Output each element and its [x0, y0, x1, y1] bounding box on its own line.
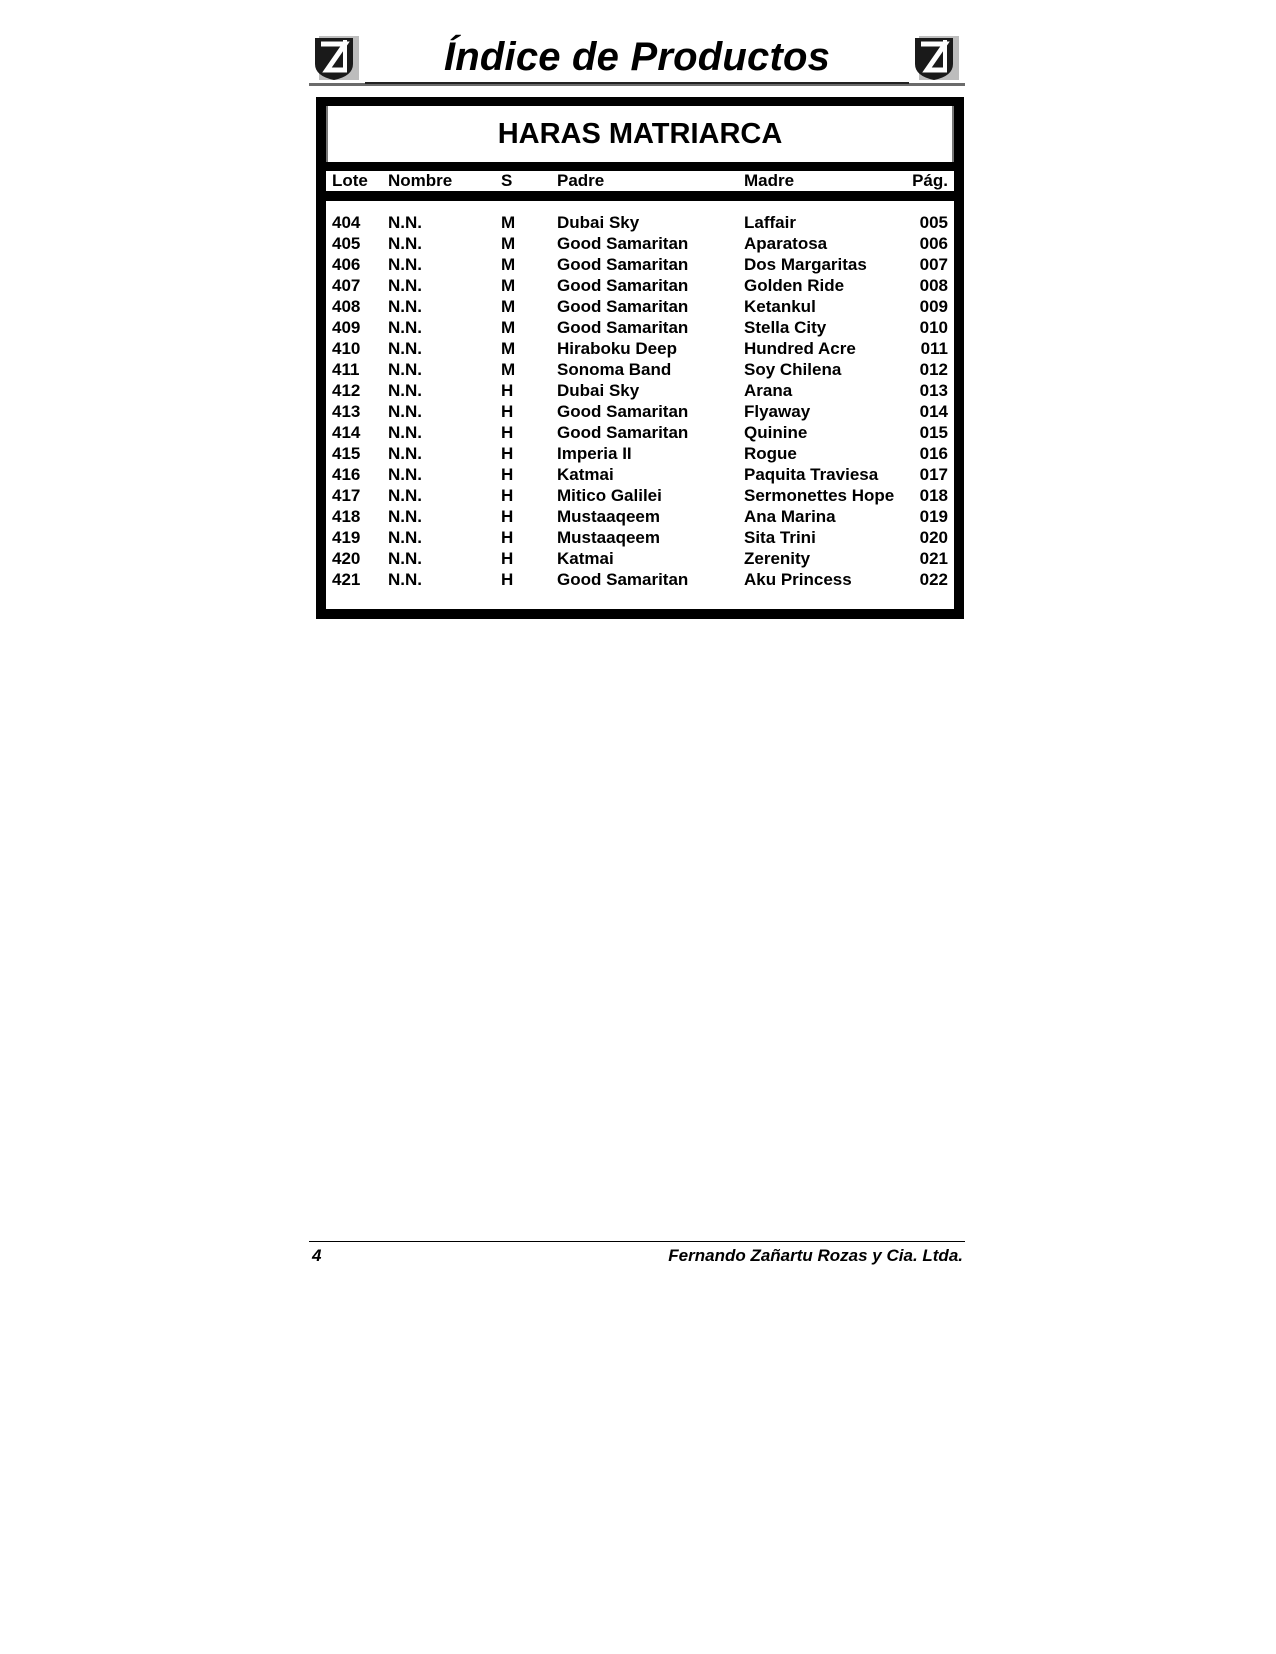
table-row: [326, 402, 954, 422]
pagina-cell: 007: [919, 255, 948, 274]
sexo-cell: M: [501, 255, 516, 274]
lote-cell: 406: [332, 255, 361, 274]
nombre-cell: N.N.: [388, 339, 422, 358]
table-row: [326, 507, 954, 527]
madre-cell: Laffair: [744, 213, 796, 232]
lote-cell: 408: [332, 297, 361, 316]
sexo-cell: H: [501, 465, 514, 484]
nombre-cell: N.N.: [388, 423, 422, 442]
madre-cell: Aparatosa: [744, 234, 828, 253]
table-row: [326, 444, 954, 464]
sexo-cell: H: [501, 528, 514, 547]
table-row: [326, 255, 954, 275]
padre-cell: Dubai Sky: [557, 213, 640, 232]
sexo-cell: H: [501, 570, 514, 589]
padre-cell: Katmai: [557, 465, 614, 484]
lote-cell: 411: [332, 360, 360, 379]
padre-cell: Good Samaritan: [557, 402, 689, 421]
footer-rule: [309, 1241, 965, 1242]
padre-cell: Mustaaqeem: [557, 507, 660, 526]
table-row: [326, 297, 954, 317]
pagina-cell: 006: [919, 234, 948, 253]
column-header-pagina: Pág.: [912, 171, 948, 190]
nombre-cell: N.N.: [388, 234, 422, 253]
sexo-cell: H: [501, 549, 514, 568]
column-header-lote: Lote: [332, 171, 368, 190]
lote-cell: 407: [332, 276, 361, 295]
table-row: [326, 465, 954, 485]
sexo-cell: M: [501, 276, 516, 295]
madre-cell: Paquita Traviesa: [744, 465, 879, 484]
header-rule-inner: [365, 82, 909, 84]
sexo-cell: M: [501, 213, 516, 232]
product-index-table: [316, 97, 964, 619]
pagina-cell: 019: [919, 507, 948, 526]
sexo-cell: M: [501, 234, 516, 253]
padre-cell: Good Samaritan: [557, 318, 689, 337]
column-header-nombre: Nombre: [388, 171, 453, 190]
section-title-box: [326, 106, 954, 162]
madre-cell: Arana: [744, 381, 793, 400]
pagina-cell: 022: [919, 570, 948, 589]
nombre-cell: N.N.: [388, 444, 422, 463]
lote-cell: 404: [332, 213, 361, 232]
nombre-cell: N.N.: [388, 528, 422, 547]
madre-cell: Flyaway: [744, 402, 811, 421]
pagina-cell: 013: [919, 381, 948, 400]
nombre-cell: N.N.: [388, 402, 422, 421]
sexo-cell: H: [501, 402, 514, 421]
pagina-cell: 005: [919, 213, 948, 232]
lote-cell: 418: [332, 507, 361, 526]
nombre-cell: N.N.: [388, 297, 422, 316]
lote-cell: 412: [332, 381, 361, 400]
padre-cell: Katmai: [557, 549, 614, 568]
padre-cell: Hiraboku Deep: [557, 339, 677, 358]
madre-cell: Stella City: [744, 318, 827, 337]
nombre-cell: N.N.: [388, 465, 422, 484]
pagina-cell: 020: [919, 528, 948, 547]
madre-cell: Ketankul: [744, 297, 816, 316]
table-row: [326, 381, 954, 401]
nombre-cell: N.N.: [388, 255, 422, 274]
table-row: [326, 213, 954, 233]
pagina-cell: 018: [919, 486, 948, 505]
nombre-cell: N.N.: [388, 360, 422, 379]
sexo-cell: H: [501, 381, 514, 400]
lote-cell: 419: [332, 528, 361, 547]
lote-cell: 417: [332, 486, 361, 505]
table-row: [326, 339, 954, 359]
table-row: [326, 528, 954, 548]
sexo-cell: H: [501, 444, 514, 463]
section-title: HARAS MATRIARCA: [497, 118, 783, 150]
sexo-cell: H: [501, 507, 514, 526]
table-body: [326, 201, 954, 609]
column-header-padre: Padre: [557, 171, 605, 190]
pagina-cell: 017: [919, 465, 948, 484]
page-header: [309, 30, 965, 86]
nombre-cell: N.N.: [388, 549, 422, 568]
table-row: [326, 549, 954, 569]
pagina-cell: 021: [919, 549, 948, 568]
madre-cell: Aku Princess: [744, 570, 852, 589]
column-header-madre: Madre: [744, 171, 795, 190]
footer-page-number: 4: [312, 1246, 322, 1265]
pagina-cell: 011: [920, 339, 948, 358]
pagina-cell: 016: [919, 444, 948, 463]
nombre-cell: N.N.: [388, 276, 422, 295]
lote-cell: 420: [332, 549, 361, 568]
madre-cell: Sermonettes Hope: [744, 486, 895, 505]
padre-cell: Good Samaritan: [557, 570, 689, 589]
sexo-cell: M: [501, 360, 516, 379]
lote-cell: 416: [332, 465, 361, 484]
lote-cell: 405: [332, 234, 361, 253]
padre-cell: Good Samaritan: [557, 297, 689, 316]
lote-cell: 415: [332, 444, 361, 463]
madre-cell: Ana Marina: [744, 507, 836, 526]
nombre-cell: N.N.: [388, 570, 422, 589]
madre-cell: Golden Ride: [744, 276, 845, 295]
page-title: Índice de Productos: [443, 35, 831, 79]
nombre-cell: N.N.: [388, 213, 422, 232]
padre-cell: Good Samaritan: [557, 255, 689, 274]
table-header-row: [326, 171, 954, 191]
padre-cell: Mitico Galilei: [557, 486, 662, 505]
madre-cell: Zerenity: [744, 549, 811, 568]
sexo-cell: M: [501, 339, 516, 358]
pagina-cell: 014: [919, 402, 948, 421]
pagina-cell: 008: [919, 276, 948, 295]
padre-cell: Sonoma Band: [557, 360, 672, 379]
nombre-cell: N.N.: [388, 507, 422, 526]
lote-cell: 421: [332, 570, 361, 589]
table-row: [326, 570, 954, 590]
pagina-cell: 015: [919, 423, 948, 442]
footer-company: Fernando Zañartu Rozas y Cia. Ltda.: [668, 1246, 963, 1265]
padre-cell: Good Samaritan: [557, 234, 689, 253]
lote-cell: 410: [332, 339, 361, 358]
madre-cell: Hundred Acre: [744, 339, 856, 358]
nombre-cell: N.N.: [388, 318, 422, 337]
sexo-cell: H: [501, 486, 514, 505]
sexo-cell: H: [501, 423, 514, 442]
table-row: [326, 360, 954, 380]
padre-cell: Mustaaqeem: [557, 528, 660, 547]
zr-logo-icon: [913, 34, 961, 82]
table-row: [326, 234, 954, 254]
column-header-sexo: S: [501, 171, 513, 190]
lote-cell: 413: [332, 402, 361, 421]
nombre-cell: N.N.: [388, 381, 422, 400]
madre-cell: Sita Trini: [744, 528, 816, 547]
pagina-cell: 012: [919, 360, 948, 379]
madre-cell: Soy Chilena: [744, 360, 842, 379]
table-row: [326, 423, 954, 443]
table-row: [326, 486, 954, 506]
madre-cell: Dos Margaritas: [744, 255, 867, 274]
padre-cell: Good Samaritan: [557, 276, 689, 295]
madre-cell: Quinine: [744, 423, 808, 442]
sexo-cell: M: [501, 318, 516, 337]
sexo-cell: M: [501, 297, 516, 316]
zr-logo-icon: [313, 34, 361, 82]
padre-cell: Good Samaritan: [557, 423, 689, 442]
pagina-cell: 009: [919, 297, 948, 316]
table-row: [326, 276, 954, 296]
padre-cell: Imperia II: [557, 444, 632, 463]
padre-cell: Dubai Sky: [557, 381, 640, 400]
lote-cell: 414: [332, 423, 361, 442]
table-row: [326, 318, 954, 338]
nombre-cell: N.N.: [388, 486, 422, 505]
lote-cell: 409: [332, 318, 361, 337]
pagina-cell: 010: [919, 318, 948, 337]
madre-cell: Rogue: [744, 444, 797, 463]
